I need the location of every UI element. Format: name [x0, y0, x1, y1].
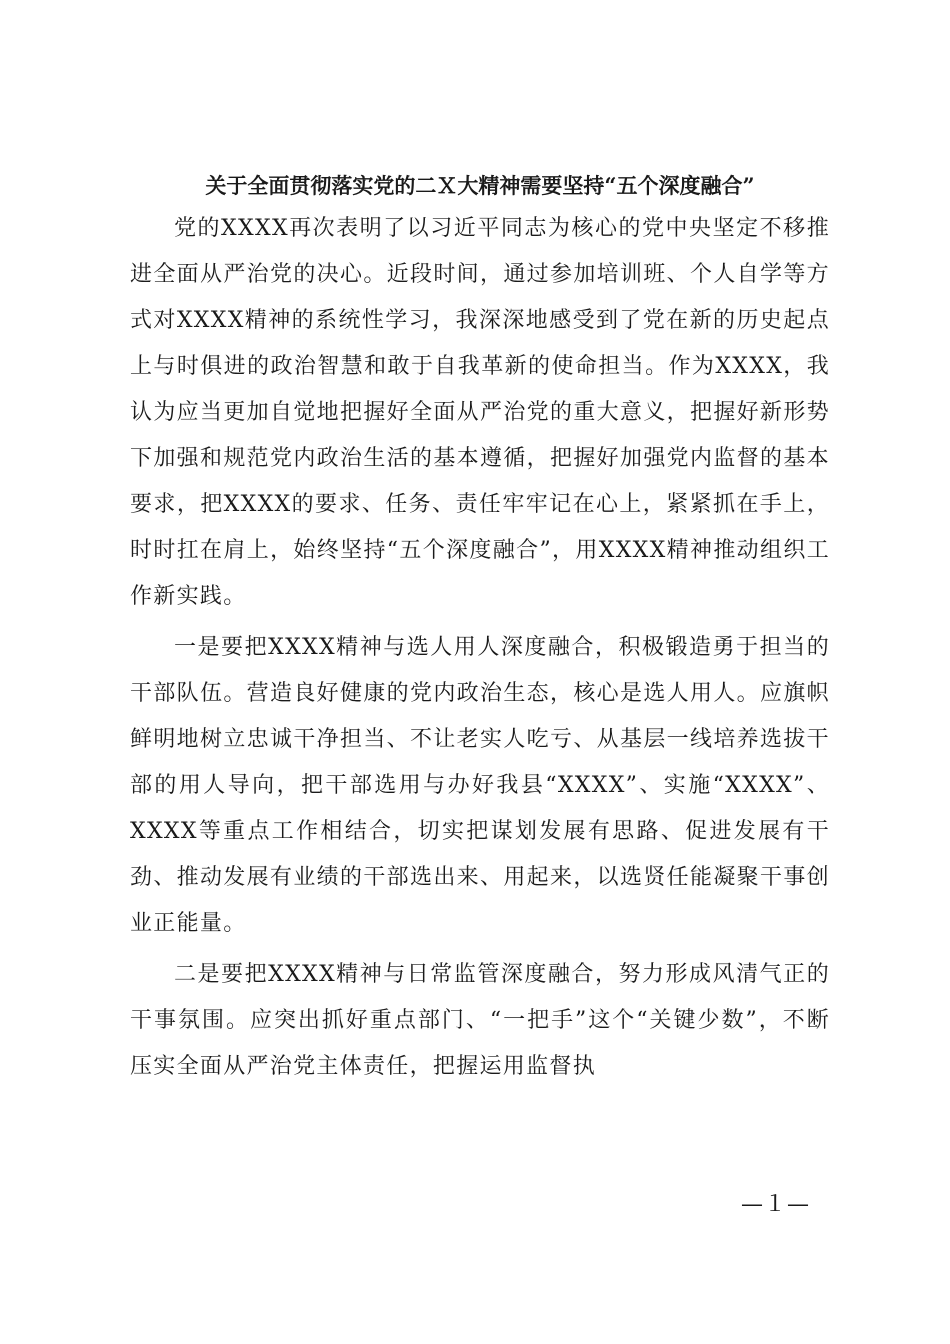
- page-number: —１—: [740, 1192, 810, 1217]
- paragraph-point-one: 一是要把XXXX精神与选人用人深度融合，积极锻造勇于担当的干部队伍。营造良好健康的党内政治生态，核心是选人用人。应旗帜鲜明地树立忠诚干净担当、不让老实人吃亏、从基层一线培养选拔干部的用人导向，把干部选用与办好我县“XXXX”、实施“XXXX”、XXXX等重点工作相结合，切实把谋划发展有思路、促进发展有干劲、推动发展有业绩的干部选出来、用起来，以选贤任能凝聚干事创业正能量。: [130, 635, 830, 936]
- paragraph-point-two: 二是要把XXXX精神与日常监管深度融合，努力形成风清气正的干事氛围。应突出抓好重点部门、“一把手”这个“关键少数”，不断压实全面从严治党主体责任，把握运用监督执: [130, 962, 830, 1079]
- document-body: [130, 206, 830, 1095]
- paragraph-intro: 党的XXXX再次表明了以习近平同志为核心的党中央坚定不移推进全面从严治党的决心。近段时间，通过参加培训班、个人自学等方式对XXXX精神的系统性学习，我深深地感受到了党在新的历史起点上与时俱进的政治智慧和敢于自我革新的使命担当。作为XXXX，我认为应当更加自觉地把握好全面从严治党的重大意义，把握好新形势下加强和规范党内政治生活的基本遵循，把握好加强党内监督的基本要求，把XXXX的要求、任务、责任牢牢记在心上，紧紧抓在手上，时时扛在肩上，始终坚持“五个深度融合”，用XXXX精神推动组织工作新实践。: [130, 216, 830, 609]
- document-title: 关于全面贯彻落实党的二Ｘ大精神需要坚持“五个深度融合”: [205, 173, 755, 198]
